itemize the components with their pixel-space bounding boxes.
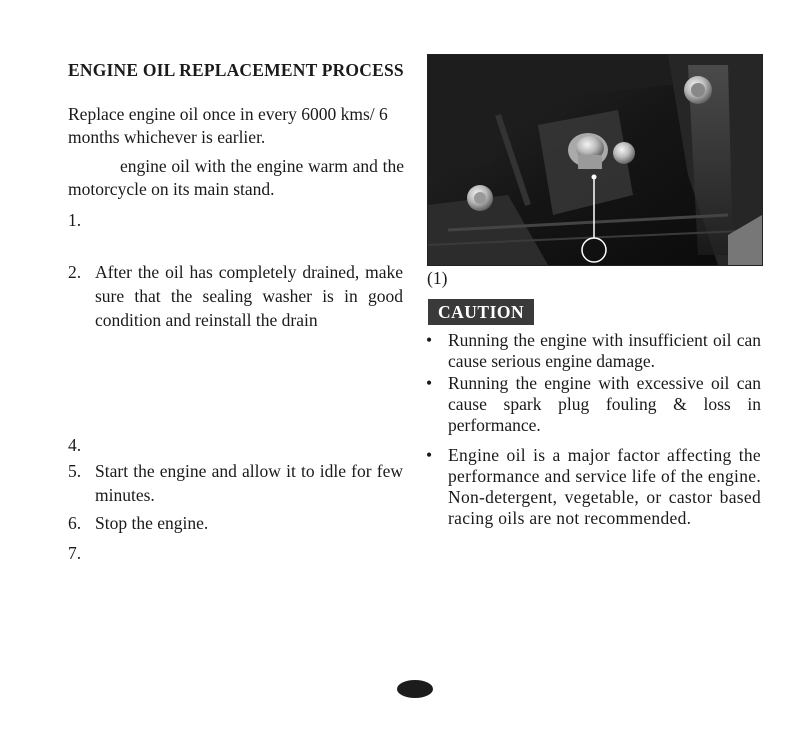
caution-badge: CAUTION xyxy=(428,299,534,325)
step-text: Stop the engine. xyxy=(95,513,209,533)
step-5 xyxy=(68,459,404,511)
step-number: 7. xyxy=(68,543,82,563)
caution-item xyxy=(426,445,761,555)
engine-photo-illustration xyxy=(428,55,762,265)
step-number: 5. xyxy=(68,461,82,481)
section-heading: ENGINE OIL REPLACEMENT PROCESS xyxy=(68,60,404,80)
step-4 xyxy=(68,433,404,459)
warm-engine-text: engine oil with the engine warm and the motorcycle on its main stand. xyxy=(68,156,404,199)
intro-paragraph: Replace engine oil once in every 6000 kms/ 6 months whichever is earlier. xyxy=(68,104,388,147)
step-7 xyxy=(68,541,404,567)
step-number: 2. xyxy=(68,262,82,282)
caution-item xyxy=(426,330,761,374)
step-6 xyxy=(68,511,404,537)
bullet-icon: • xyxy=(426,373,433,393)
bullet-icon: • xyxy=(426,330,433,350)
caution-item-text: Running the engine with excessive oil can cause spark plug fouling & loss in performance. xyxy=(448,373,761,435)
caution-item xyxy=(426,373,761,439)
step-1 xyxy=(68,208,404,234)
bullet-icon: • xyxy=(426,445,433,465)
page-number-pill xyxy=(397,680,433,698)
figure-label: (1) xyxy=(427,268,448,288)
engine-drain-bolt-photo xyxy=(427,54,763,266)
warm-engine-paragraph xyxy=(68,155,404,201)
step-2 xyxy=(68,260,404,336)
step-number: 1. xyxy=(68,210,82,230)
step-text: Start the engine and allow it to idle for few minutes. xyxy=(95,461,403,505)
step-number: 6. xyxy=(68,513,82,533)
step-number: 4. xyxy=(68,435,82,455)
step-text: After the oil has completely drained, make sure that the sealing washer is in good condition and reinstall the drain xyxy=(95,262,403,330)
caution-item-text: Running the engine with insufficient oil can cause serious engine damage. xyxy=(448,330,761,371)
caution-item-text: Engine oil is a major factor affecting the performance and service life of the engine. Non-detergent, vegetable, or castor based racing oils are not recommended. xyxy=(448,445,761,528)
